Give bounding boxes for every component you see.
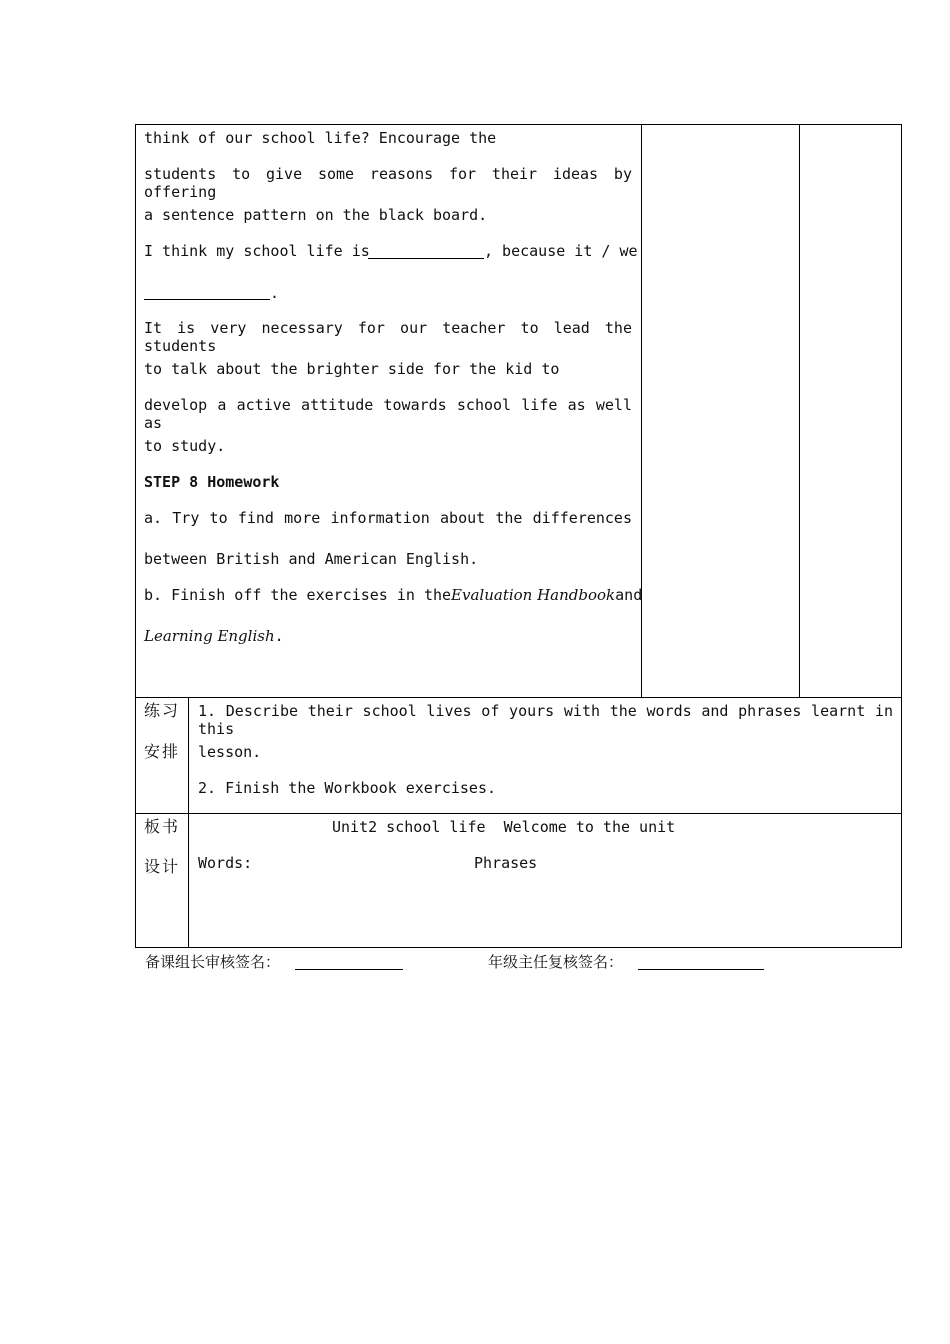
paragraph-line: to talk about the brighter side for the kid to	[144, 360, 560, 378]
words-label: Words:	[198, 854, 253, 872]
sentence-end: .	[274, 627, 284, 645]
practice-item-1: 1. Describe their school lives of yours with the words and phrases learnt in this	[198, 702, 893, 738]
row-divider-practice	[135, 697, 902, 698]
practice-label-line2: 安排	[144, 742, 181, 761]
homework-item-a: a. Try to find more information about the differences	[144, 509, 632, 527]
practice-item-2: 2. Finish the Workbook exercises.	[198, 779, 497, 797]
phrases-label: Phrases	[474, 854, 538, 872]
row-divider-board	[135, 813, 902, 814]
step-8-heading: STEP 8 Homework	[144, 473, 280, 491]
homework-b-and: and	[615, 586, 643, 604]
group-leader-signature-label: 备课组长审核签名：	[145, 953, 281, 971]
fill-in-blank	[144, 285, 270, 300]
paragraph-line: to study.	[144, 437, 226, 455]
board-label-line2: 设计	[144, 857, 181, 876]
group-leader-signature-line	[295, 955, 403, 970]
label-column-divider	[188, 697, 189, 948]
paragraph-line: students to give some reasons for their ideas by offering	[144, 165, 632, 201]
book-title-evaluation-handbook: Evaluation Handbook	[451, 586, 616, 604]
homework-item-b-cont	[144, 627, 284, 645]
sentence-pattern-end: .	[270, 284, 280, 302]
table-bottom-border	[135, 947, 902, 948]
paragraph-line: think of our school life? Encourage the	[144, 129, 497, 147]
homework-item-a-cont: between British and American English.	[144, 550, 479, 568]
table-left-border	[135, 124, 136, 948]
homework-item-b	[144, 586, 643, 604]
sentence-pattern-part2: , because it / we	[484, 242, 638, 260]
paragraph-line: a sentence pattern on the black board.	[144, 206, 488, 224]
practice-label-line1: 练习	[144, 701, 181, 720]
practice-item-1-cont: lesson.	[198, 743, 262, 761]
book-title-learning-english: Learning English	[144, 627, 275, 645]
paragraph-line: develop a active attitude towards school life as well as	[144, 396, 632, 432]
table-right-border	[901, 124, 902, 948]
paragraph-line: It is very necessary for our teacher to lead the students	[144, 319, 632, 355]
column-divider-2	[799, 124, 800, 698]
board-title: Unit2 school life Welcome to the unit	[332, 818, 676, 836]
fill-in-blank	[368, 244, 484, 259]
grade-head-signature-label: 年级主任复核签名：	[488, 953, 624, 971]
homework-b-text: b. Finish off the exercises in the	[144, 586, 452, 604]
grade-head-signature-line	[638, 955, 764, 970]
sentence-pattern-part1: I think my school life is	[144, 242, 370, 260]
table-top-border	[135, 124, 902, 125]
board-label-line1: 板书	[144, 817, 181, 836]
column-divider-1	[641, 124, 642, 698]
